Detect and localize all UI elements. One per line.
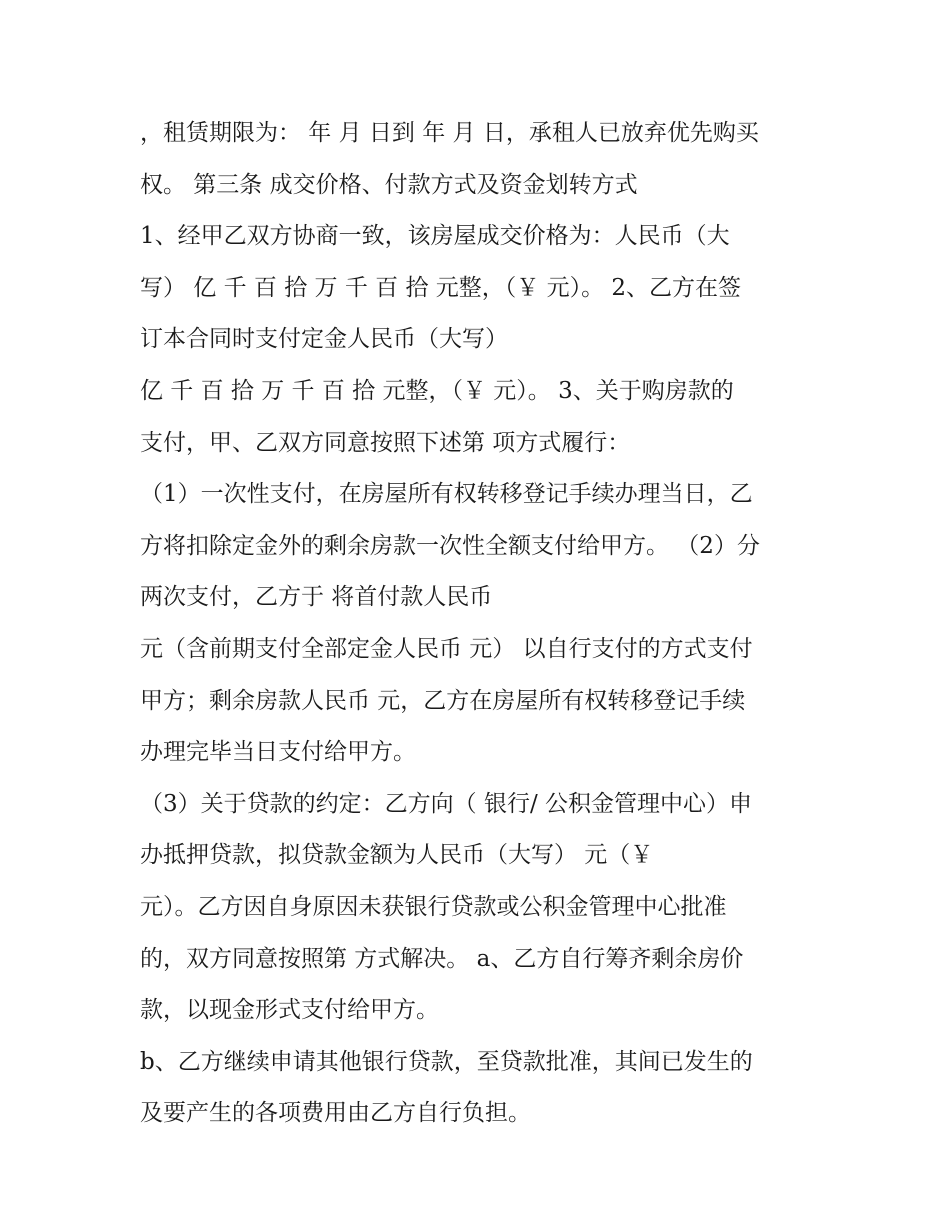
text-line-17: 的，双方同意按照第 方式解决。 a、乙方自行筹齐剩余房价 [140,945,744,972]
text-line-18: 款，以现金形式支付给甲方。 [140,997,439,1024]
text-line-8: （1）一次性支付，在房屋所有权转移登记手续办理当日，乙 [140,481,753,508]
text-line-9: 方将扣除定金外的剩余房款一次性全额支付给甲方。 （2）分 [140,532,760,559]
text-line-20: 及要产生的各项费用由乙方自行负担。 [140,1100,531,1127]
text-line-6: 亿 千 百 拾 万 千 百 拾 元整，（￥ 元）。 3、关于购房款的 [140,377,734,404]
text-line-1: ，租赁期限为： 年 月 日到 年 月 日，承租人已放弃优先购买 [140,120,759,146]
contract-text-body [140,108,820,1140]
text-line-4: 写） 亿 千 百 拾 万 千 百 拾 元整，（￥ 元）。 2、乙方在签 [140,274,742,301]
text-line-3: 1、经甲乙双方协商一致，该房屋成交价格为：人民币（大 [140,223,730,250]
text-line-11: 元（含前期支付全部定金人民币 元） 以自行支付的方式支付 [140,635,753,662]
text-line-10: 两次支付，乙方于 将首付款人民币 [140,584,493,611]
text-line-15: 办抵押贷款，拟贷款金额为人民币（大写） 元（￥ [140,842,654,869]
text-line-7: 支付，甲、乙双方同意按照下述第 项方式履行： [140,429,631,456]
text-line-2: 权。 第三条 成交价格、付款方式及资金划转方式 [140,171,638,198]
text-line-19: b、乙方继续申请其他银行贷款，至贷款批准，其间已发生的 [140,1048,753,1075]
text-line-13: 办理完毕当日支付给甲方。 [140,739,416,766]
text-line-5: 订本合同时支付定金人民币（大写） [140,326,508,353]
text-line-14: （3）关于贷款的约定：乙方向（ 银行/ 公积金管理中心）申 [140,790,753,817]
text-line-12: 甲方；剩余房款人民币 元，乙方在房屋所有权转移登记手续 [140,687,746,714]
text-line-16: 元）。乙方因自身原因未获银行贷款或公积金管理中心批准 [140,893,727,920]
